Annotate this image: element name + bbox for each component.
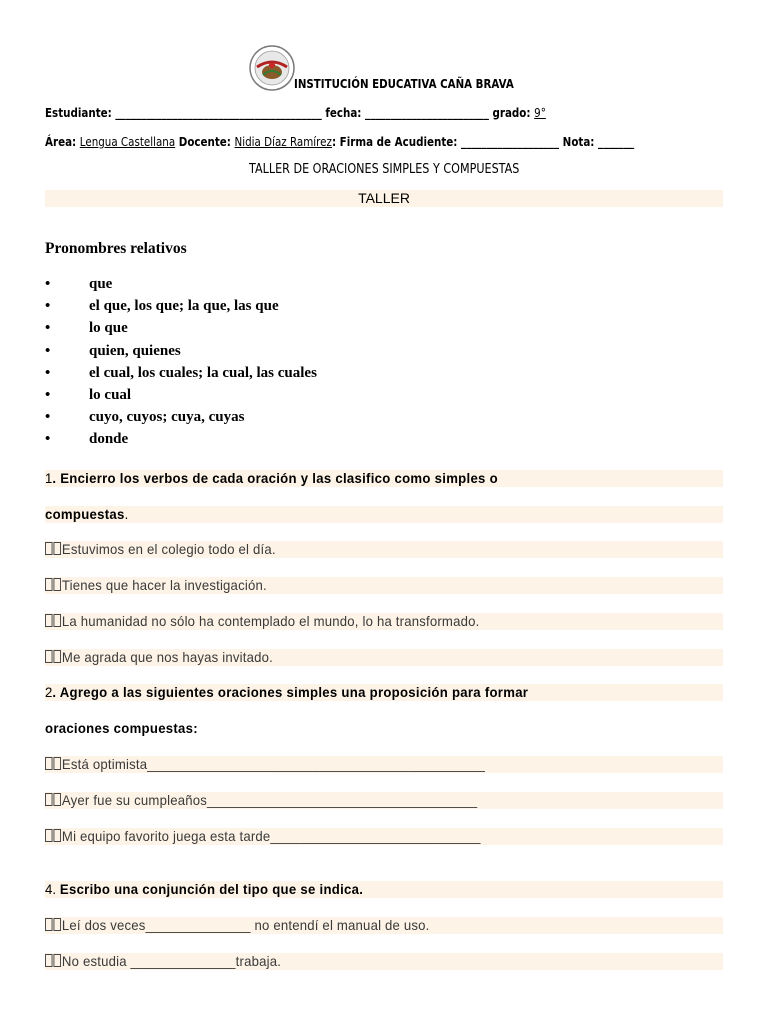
exercise-1-instruction-cont: compuestas. [45,506,723,523]
list-item: • donde [45,431,129,448]
student-label: Estudiante: [45,106,112,120]
checkbox-icon[interactable] [45,954,53,967]
school-logo [249,45,295,91]
checkbox-icon[interactable] [45,542,53,555]
checkbox-icon[interactable] [45,793,53,806]
exercise-2-item[interactable]: Está optimista_____________________________________________ [45,756,723,773]
teacher-value: Nidia Díaz Ramírez [234,135,332,149]
exercise-1-item: La humanidad no sólo ha contemplado el mundo, lo ha transformado. [45,613,723,630]
checkbox-icon[interactable] [53,542,61,555]
worksheet-subtitle: TALLER DE ORACIONES SIMPLES Y COMPUESTAS [248,162,520,177]
exercise-4-instruction: 4. Escribo una conjunción del tipo que se indica. [45,881,723,898]
checkbox-icon[interactable] [53,793,61,806]
checkbox-icon[interactable] [53,650,61,663]
checkbox-icon[interactable] [53,614,61,627]
signature-field[interactable]: ___________________ [461,135,560,149]
exercise-1-item: Me agrada que nos hayas invitado. [45,649,723,666]
exercise-1-item: Estuvimos en el colegio todo el día. [45,541,723,558]
date-field[interactable]: ________________________ [365,106,489,120]
checkbox-icon[interactable] [45,757,53,770]
checkbox-icon[interactable] [53,829,61,842]
checkbox-icon[interactable] [45,614,53,627]
exercise-2-instruction-cont: oraciones compuestas: [45,720,198,736]
student-field[interactable]: ________________________________________ [115,106,322,120]
checkbox-icon[interactable] [45,650,53,663]
note-label: Nota: [562,135,595,149]
area-info-line: Área: Lengua Castellana Docente: Nidia Díaz Ramírez: Firma de Acudiente: ___________________ Nota: _______ [45,135,635,149]
area-value: Lengua Castellana [79,135,176,149]
pronouns-list [45,275,317,453]
grade-value: 9° [534,106,546,120]
exercise-4-item[interactable]: No estudia ______________trabaja. [45,953,723,970]
checkbox-icon[interactable] [53,578,61,591]
checkbox-icon[interactable] [45,829,53,842]
checkbox-icon[interactable] [53,918,61,931]
grade-label: grado: [492,106,531,120]
student-info-line [45,106,546,120]
taller-heading: TALLER [45,190,723,207]
exercise-1-item: Tienes que hacer la investigación. [45,577,723,594]
list-item: • lo que [45,320,128,337]
institution-name: INSTITUCIÓN EDUCATIVA CAÑA BRAVA [294,76,514,91]
exercise-4-item[interactable]: Leí dos veces______________ no entendí el manual de uso. [45,917,723,934]
list-item: • el cual, los cuales; la cual, las cuales [45,364,317,381]
area-label: Área: [45,135,77,149]
list-item: • que [45,276,113,292]
checkbox-icon[interactable] [53,954,61,967]
exercise-2-item[interactable]: Mi equipo favorito juega esta tarde____________________________ [45,828,723,845]
exercise-2-instruction: 2. Agrego a las siguientes oraciones simples una proposición para formar [45,684,723,701]
exercise-2-item[interactable]: Ayer fue su cumpleaños____________________________________ [45,792,723,809]
pronouns-heading: Pronombres relativos [45,240,187,257]
signature-label: : Firma de Acudiente: [331,135,458,149]
list-item: • lo cual [45,386,132,403]
list-item: • quien, quienes [45,342,181,359]
list-item: • cuyo, cuyos; cuya, cuyas [45,409,245,426]
checkbox-icon[interactable] [53,757,61,770]
teacher-label: Docente [178,135,227,149]
checkbox-icon[interactable] [45,578,53,591]
note-field[interactable]: _______ [598,135,635,149]
list-item: • el que, los que; la que, las que [45,298,279,315]
date-label: fecha: [325,106,362,120]
checkbox-icon[interactable] [45,918,53,931]
exercise-1-instruction: 1. Encierro los verbos de cada oración y las clasifico como simples o [45,470,723,487]
